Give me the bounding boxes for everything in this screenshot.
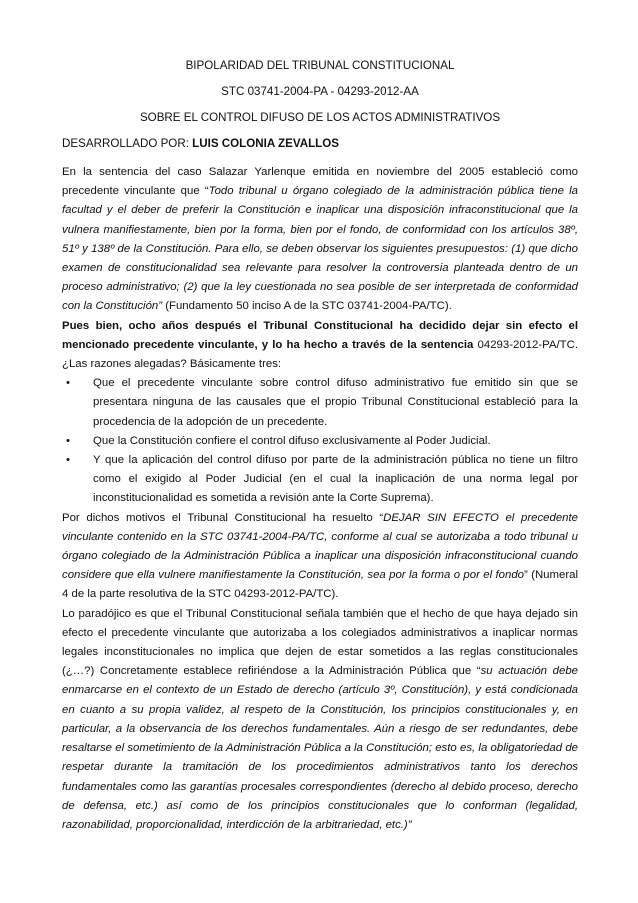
list-item-text: Que la Constitución confiere el control difuso exclusivamente al Poder Judicial. (93, 434, 491, 447)
quote-text: DEJAR SIN EFECTO el precedente vinculante contenido en la STC 03741-2004-PA/TC, conforme al cual se autorizaba a todo tribunal u órgano colegiado de la Administración Pública a inaplicar una disposición infraconstitucional cuando considere que ella vulnere manifiestamente la Constitución, sea por la forma o por el fondo (62, 511, 579, 582)
quote-text: Todo tribunal u órgano colegiado de la administración pública tiene la facultad y el deber de preferir la Constitución e inaplicar una disposición infraconstitucional que la vulnera manifiestamente, bien por la forma, bien por el fondo, de conformidad con los artículos 38º, 51º y 138º de la Constitución. Para ello, se deben observar los siguientes presupuestos: (1) que dicho examen de constitucionalidad sea relevante para resolver la controversia planteada dentro de un proceso administrativo; (2) que la ley cuestionada no sea posible de ser interpretada de conformidad con la Constitución” (62, 185, 578, 313)
list-item-text: Y que la aplicación del control difuso por parte de la administración pública no tiene un filtro como el exigido al Poder Judicial (en el cual la inaplicación de una norma legal por inconstitucionalidad es sometida a revisión ante la Corte Suprema). (93, 454, 578, 505)
bullet-icon: • (66, 454, 70, 467)
list-item (66, 432, 578, 451)
author-label: DESARROLLADO POR: (62, 137, 193, 150)
bold-statement: Pues bien, ocho años después el Tribunal Constitucional ha decidido dejar sin efecto el mencionado precedente vinculante, y lo ha hecho a través de la sentencia (62, 319, 578, 351)
paragraph-decision (62, 317, 578, 375)
document-page (62, 57, 578, 835)
case-reference: STC 03741-2004-PA - 04293-2012-AA (221, 85, 419, 98)
paragraph-paradox (62, 605, 578, 835)
citation-text: ” (Numeral 4 de la parte resolutiva de la STC 04293-2012-PA/TC). (62, 569, 578, 601)
paragraph-text: En la sentencia del caso Salazar Yarlenque emitida en noviembre del 2005 estableció como precedente vinculante que “ (62, 166, 578, 198)
document-title: BIPOLARIDAD DEL TRIBUNAL CONSTITUCIONAL (185, 59, 455, 72)
list-item (66, 374, 578, 432)
paragraph-resolution (62, 509, 578, 605)
citation-text: (Fundamento 50 inciso A de la STC 03741-2004-PA/TC). (162, 300, 452, 313)
paragraph-text: Por dichos motivos el Tribunal Constitucional ha resuelto “ (62, 511, 384, 524)
paragraph-precedent (62, 163, 578, 317)
author-name: LUIS COLONIA ZEVALLOS (192, 137, 340, 150)
quote-text: su actuación debe enmarcarse en el contexto de un Estado de derecho (artículo 3º, Constitución), y está condicionada en cuanto a su propia validez, al respeto de la Constitución, los principios constitucionales y, en particular, a la observancia de los derechos fundamentales. Aún a riesgo de ser redundantes, debe resaltarse el sometimiento de la Administración Pública a la Constitución; esto es, la obligatoriedad de respetar durante la tramitación de los procedimientos administrativos tanto los derechos fundamentales como las garantías procesales correspondientes (derecho al debido proceso, derecho de defensa, etc.) así como de los principios constitucionales que lo conforman (legalidad, razonabilidad, proporcionalidad, interdicción de la arbitrariedad, etc.)” (62, 665, 578, 831)
list-item (66, 451, 578, 509)
reasons-list (62, 374, 578, 508)
paragraph-text: 04293-2012-PA/TC. ¿Las razones alegadas? Básicamente tres: (62, 338, 578, 371)
document-subtitle: SOBRE EL CONTROL DIFUSO DE LOS ACTOS ADMINISTRATIVOS (139, 111, 501, 124)
list-item-text: Que el precedente vinculante sobre control difuso administrativo fue emitido sin que se presentara ninguna de las causales que el propio Tribunal Constitucional estableció para la procedencia de la adopción de un precedente. (93, 377, 578, 428)
bullet-icon: • (66, 377, 70, 390)
paragraph-text: Lo paradójico es que el Tribunal Constitucional señala también que el hecho de que haya dejado sin efecto el precedente vinculante que autorizaba a los colegiados administrativos a inaplicar normas legales inconstitucionales no implica que dejen de estar sometidos a las reglas constitucionales (¿…?) Concretamente establece refiriéndose a la Administración Pública que “ (62, 607, 578, 678)
author-line (62, 135, 578, 152)
bullet-icon: • (66, 434, 70, 447)
